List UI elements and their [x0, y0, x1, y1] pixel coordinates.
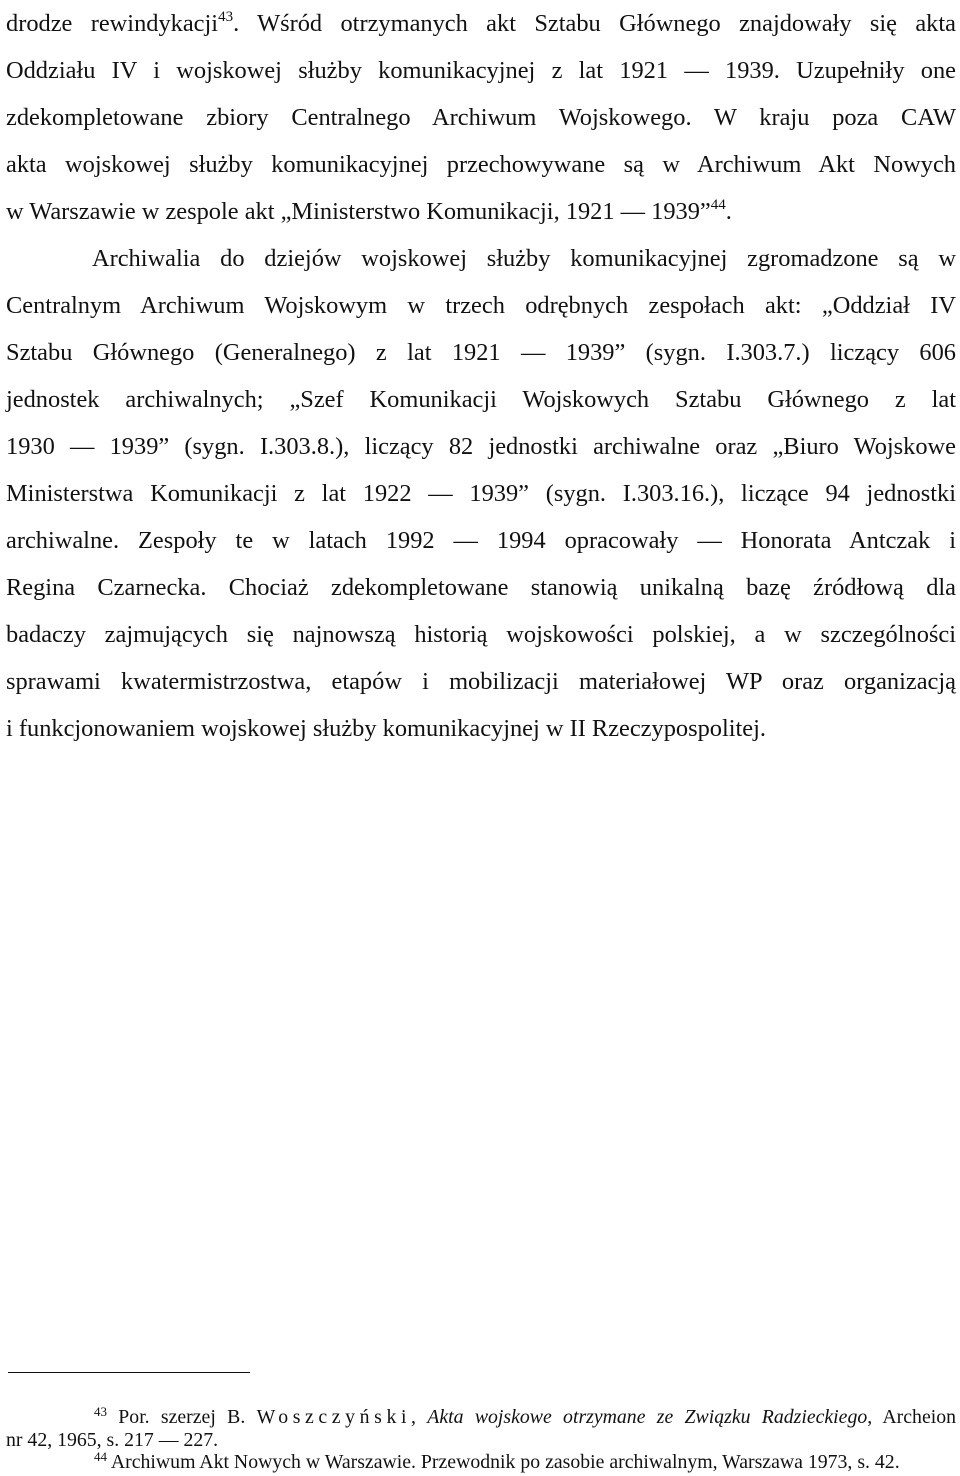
footnote-line — [6, 1428, 958, 1452]
paragraph-line — [6, 568, 956, 608]
paragraph-line — [92, 239, 956, 279]
footnote-line — [94, 1405, 956, 1429]
text-run: . Wśród otrzymanych akt Sztabu Głównego znajdowały się akta — [233, 10, 956, 37]
text-run: 1930 — 1939” (sygn. I.303.8.), liczący 82 jednostki archiwalne oraz „Biuro Wojskowe — [6, 433, 956, 460]
text-run: Regina Czarnecka. Chociaż zdekompletowane stanowią unikalną bazę źródłową dla — [6, 574, 956, 601]
paragraph-line — [6, 709, 956, 749]
footnote-separator — [8, 1372, 250, 1373]
paragraph-line — [6, 286, 956, 326]
text-run: nr 42, 1965, s. 217 — 227. — [6, 1429, 219, 1451]
paragraph-line — [6, 521, 956, 561]
text-run: drodze rewindykacji — [6, 10, 219, 37]
text-run: Archiwum Akt Nowych w Warszawie. Przewodnik po zasobie archiwalnym, Warszawa 1973, s. 42. — [107, 1451, 900, 1473]
footnote-reference: 44 — [710, 197, 726, 213]
paragraph-line — [6, 380, 956, 420]
footnote-line — [94, 1450, 956, 1474]
text-run: w Warszawie w zespole akt „Ministerstwo Komunikacji, 1921 — 1939” — [6, 198, 711, 225]
text-run: Sztabu Głównego (Generalnego) z lat 1921 — 1939” (sygn. I.303.7.) liczący 606 — [6, 339, 956, 366]
paragraph-line — [6, 145, 956, 185]
author-name: Woszczyński — [256, 1406, 412, 1428]
text-run: Por. szerzej B. — [107, 1406, 257, 1428]
text-run: Ministerstwa Komunikacji z lat 1922 — 1939” (sygn. I.303.16.), liczące 94 jednostki — [6, 480, 956, 507]
text-run: zdekompletowane zbiory Centralnego Archiwum Wojskowego. W kraju poza CAW — [6, 104, 956, 131]
paragraph-line — [6, 192, 956, 232]
text-run: i funkcjonowaniem wojskowej służby komunikacyjnej w II Rzeczypospolitej. — [6, 715, 767, 742]
paragraph-line — [6, 333, 956, 373]
text-run: . — [725, 198, 732, 225]
text-run: Oddziału IV i wojskowej służby komunikacyjnej z lat 1921 — 1939. Uzupełniły one — [6, 57, 956, 84]
text-run: akta wojskowej służby komunikacyjnej przechowywane są w Archiwum Akt Nowych — [6, 151, 956, 178]
text-run: sprawami kwatermistrzostwa, etapów i mobilizacji materiałowej WP oraz organizacją — [6, 668, 956, 695]
text-run: badaczy zajmujących się najnowszą historią wojskowości polskiej, a w szczególności — [6, 621, 956, 648]
text-run: , — [411, 1406, 428, 1428]
text-run: Archiwalia do dziejów wojskowej służby komunikacyjnej zgromadzone są w — [92, 245, 956, 272]
text-run: , Archeion — [867, 1406, 956, 1428]
text-run: Centralnym Archiwum Wojskowym w trzech odrębnych zespołach akt: „Oddział IV — [6, 292, 956, 319]
paragraph-line — [6, 98, 956, 138]
paragraph-line — [6, 474, 956, 514]
footnote-reference: 43 — [218, 9, 234, 25]
paragraph-line — [6, 427, 956, 467]
footnote-reference: 44 — [94, 1449, 107, 1464]
paragraph-line — [6, 662, 956, 702]
paragraph-line — [6, 615, 956, 655]
text-run: archiwalne. Zespoły te w latach 1992 — 1994 opracowały — Honorata Antczak i — [6, 527, 956, 554]
paragraph-line — [6, 51, 956, 91]
text-run: jednostek archiwalnych; „Szef Komunikacji Wojskowych Sztabu Głównego z lat — [6, 386, 956, 413]
footnote-reference: 43 — [94, 1404, 107, 1419]
paragraph-line — [6, 4, 956, 44]
cited-title: Akta wojskowe otrzymane ze Związku Radzieckiego — [427, 1406, 868, 1428]
